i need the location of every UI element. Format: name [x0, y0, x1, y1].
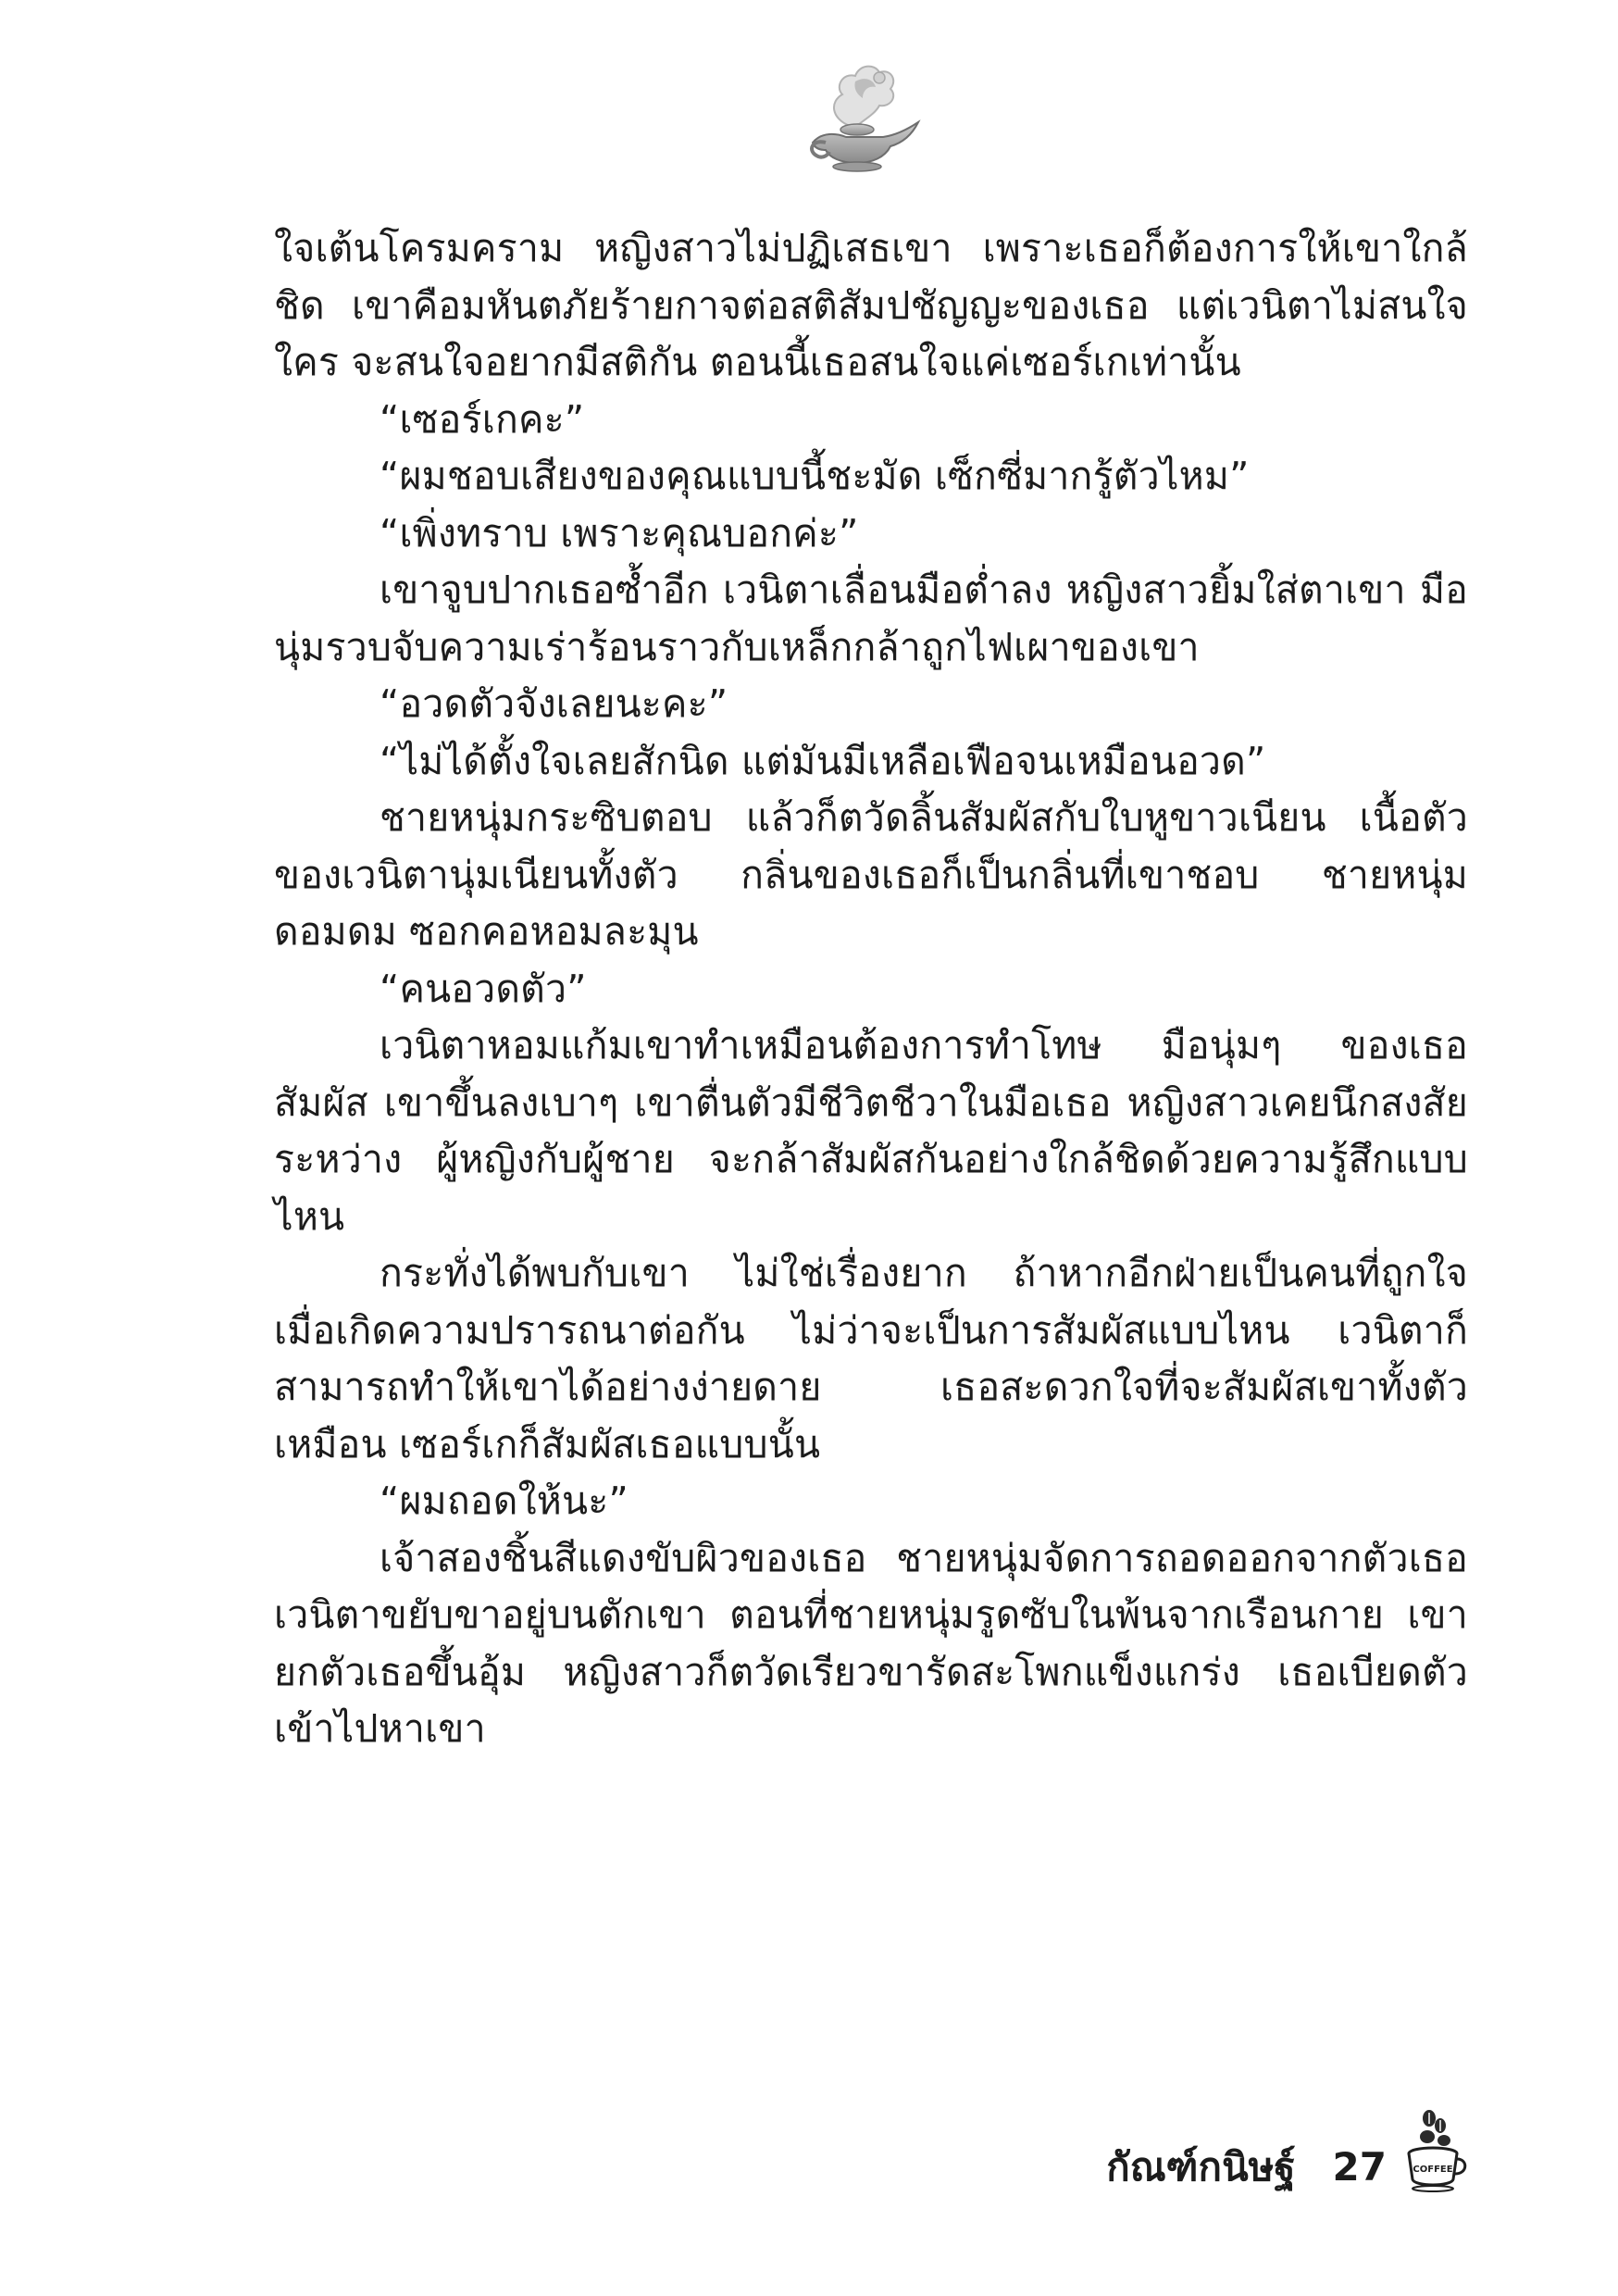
coffee-cup-icon	[1401, 2105, 1468, 2194]
paragraph: กระทั่งได้พบกับเขา ไม่ใช่เรื่องยาก ถ้าหากอีกฝ่ายเป็นคนที่ถูกใจ เมื่อเกิดความปรารถนาต่อกัน ไม่ว่าจะเป็นการสัมผัสแบบไหน เวนิตาก็ สามารถทำให้เขาได้อย่างง่ายดาย เธอสะดวกใจที่จะสัมผัสเขาทั้งตัว เหมือน เซอร์เกก็สัมผัสเธอแบบนั้น	[274, 1251, 1468, 1466]
paragraph: “เซอร์เกคะ”	[380, 396, 585, 442]
paragraph: “ผมถอดให้นะ”	[380, 1479, 629, 1523]
paragraph: “คนอวดตัว”	[380, 966, 587, 1011]
paragraph: “อวดตัวจังเลยนะคะ”	[380, 681, 728, 726]
page-number: 27	[1332, 2144, 1387, 2190]
paragraph: “ไม่ได้ตั้งใจเลยสักนิด แต่มันมีเหลือเฟือจนเหมือนอวด”	[380, 738, 1266, 783]
story-text	[274, 220, 1468, 1758]
author-name: กัณฑ์กนิษฐ์	[1106, 2144, 1296, 2190]
paragraph: ชายหนุ่มกระซิบตอบ แล้วก็ตวัดลิ้นสัมผัสกับใบหูขาวเนียน เนื้อตัว ของเวนิตานุ่มเนียนทั้งตัว กลิ่นของเธอก็เป็นกลิ่นที่เขาชอบ ชายหนุ่มดอมดม ซอกคอหอมละมุน	[274, 795, 1468, 954]
paragraph: “ผมชอบเสียงของคุณแบบนี้ชะมัด เซ็กซี่มากรู้ตัวไหม”	[380, 454, 1250, 498]
paragraph: ใจเต้นโครมคราม หญิงสาวไม่ปฏิเสธเขา เพราะเธอก็ต้องการให้เขาใกล้ชิด เขาคือมหันตภัยร้ายกาจต่อสติสัมปชัญญะของเธอ แต่เวนิตาไม่สนใจ ใคร จะสนใจอยากมีสติกัน ตอนนี้เธอสนใจแค่เซอร์เกเท่านั้น	[274, 226, 1468, 384]
coffee-label: COFFEE	[1413, 2165, 1453, 2175]
paragraph: “เพิ่งทราบ เพราะคุณบอกค่ะ”	[380, 510, 859, 555]
paragraph: เจ้าสองชิ้นสีแดงขับผิวของเธอ ชายหนุ่มจัดการถอดออกจากตัวเธอ เวนิตาขยับขาอยู่บนตักเขา ตอนที่ชายหนุ่มรูดซับในพ้นจากเรือนกาย เขา ยกตัวเธอขึ้นอุ้ม หญิงสาวก็ตวัดเรียวขารัดสะโพกแข็งแกร่ง เธอเบียดตัว เข้าไปหาเขา	[274, 1535, 1468, 1751]
paragraph: เขาจูบปากเธอซ้ำอีก เวนิตาเลื่อนมือต่ำลง หญิงสาวยิ้มใส่ตาเขา มือนุ่มรวบจับความเร่าร้อนราวกับเหล็กกล้าถูกไฟเผาของเขา	[274, 568, 1468, 669]
paragraph: เวนิตาหอมแก้มเขาทำเหมือนต้องการทำโทษ มือนุ่มๆ ของเธอสัมผัส เขาขึ้นลงเบาๆ เขาตื่นตัวมีชีวิตชีวาในมือเธอ หญิงสาวเคยนึกสงสัย ระหว่าง ผู้หญิงกับผู้ชาย จะกล้าสัมผัสกันอย่างใกล้ชิดด้วยความรู้สึกแบบไหน	[274, 1023, 1468, 1239]
page-footer	[1106, 2092, 1468, 2194]
genie-lamp-icon	[794, 54, 924, 174]
